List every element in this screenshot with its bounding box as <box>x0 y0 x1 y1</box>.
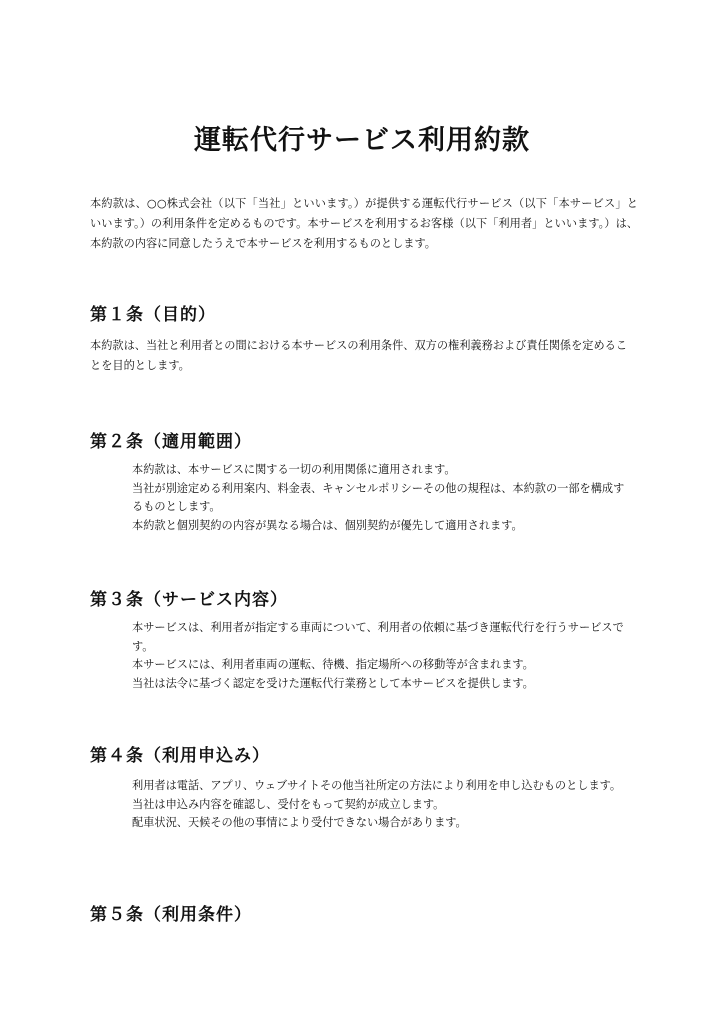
article-2-heading: 第２条（適用範囲） <box>90 432 252 452</box>
intro-paragraph: 本約款は、○○株式会社（以下「当社」といいます。）が提供する運転代行サービス（以下「本サービス」といいます。）の利用条件を定めるものです。本サービスを利用するお客様（以下「利用者」といいます。）は、本約款の内容に同意したうえで本サービスを利用するものとします。 <box>90 197 638 250</box>
list-item: 配車状況、天候その他の事情により受付できない場合があります。 <box>132 816 467 829</box>
list-item: 当社は法令に基づく認定を受けた運転代行業務として本サービスを提供します。 <box>132 676 534 690</box>
list-item: 本約款は、本サービスに関する一切の利用関係に適用されます。 <box>132 463 456 476</box>
article-4-list <box>132 777 632 833</box>
article-1-text: 本約款は、当社と利用者との間における本サービスの利用条件、双方の権利義務および責任関係を定めることを目的とします。 <box>90 339 628 372</box>
article-3-heading: 第３条（サービス内容） <box>90 590 288 610</box>
article-1-heading: 第１条（目的） <box>90 305 216 325</box>
article-4-heading: 第４条（利用申込み） <box>90 746 270 766</box>
list-item: 当社が別途定める利用案内、料金表、キャンセルポリシーその他の規程は、本約款の一部を構成するものとします。 <box>132 481 625 513</box>
article-5-heading: 第５条（利用条件） <box>90 905 252 925</box>
article-3-list <box>132 619 632 693</box>
list-item: 利用者は電話、アプリ、ウェブサイトその他当社所定の方法により利用を申し込むものとします。 <box>132 779 622 792</box>
list-item: 本サービスには、利用者車両の運転、待機、指定場所への移動等が含まれます。 <box>132 658 534 671</box>
list-item: 本サービスは、利用者が指定する車両について、利用者の依頼に基づき運転代行を行うサービスです。 <box>132 621 624 653</box>
list-item: 本約款と個別契約の内容が異なる場合は、個別契約が優先して適用されます。 <box>132 518 523 532</box>
document-title: 運転代行サービス利用約款 <box>194 125 530 156</box>
article-2-list <box>132 461 632 535</box>
list-item: 当社は申込み内容を確認し、受付をもって契約が成立します。 <box>132 797 445 811</box>
